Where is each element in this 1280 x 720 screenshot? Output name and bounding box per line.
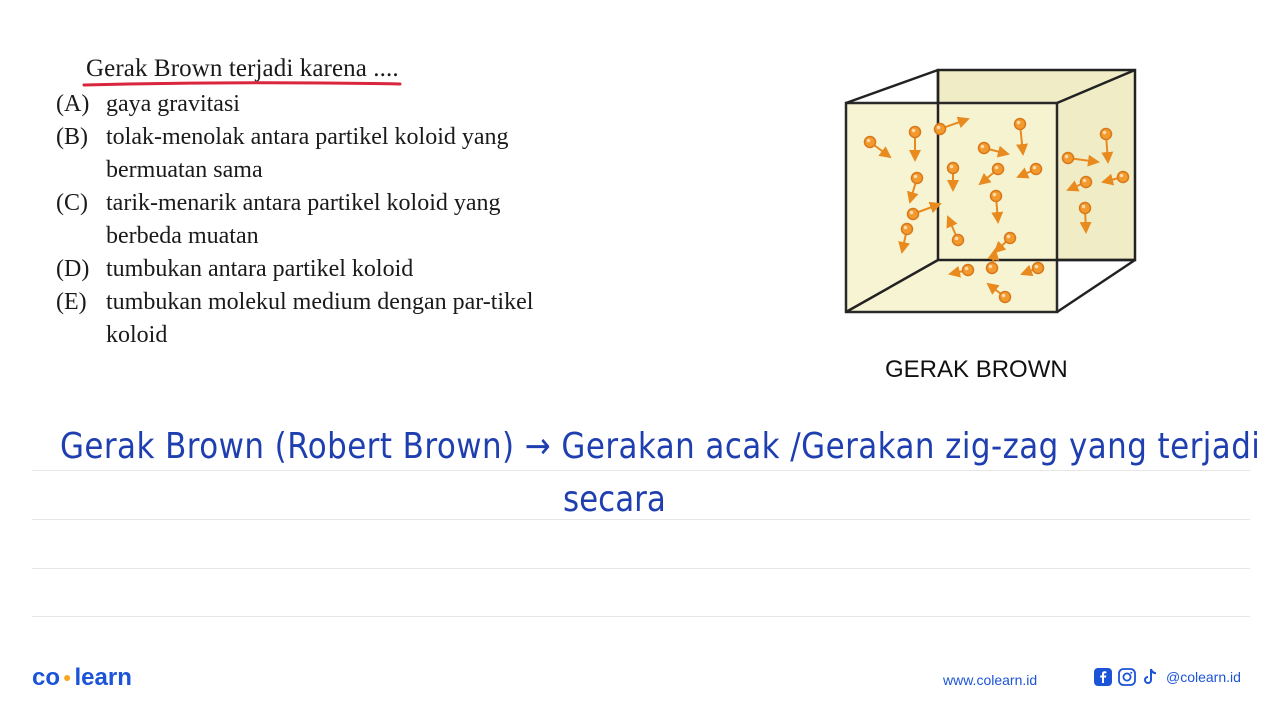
colloid-particle — [1101, 129, 1112, 140]
particle-highlight — [1083, 179, 1087, 183]
particle-highlight — [955, 237, 959, 241]
particle-highlight — [995, 166, 999, 170]
colloid-particle — [1080, 203, 1091, 214]
option-text: tumbukan molekul medium dengan par-tikel koloid — [106, 289, 534, 348]
colloid-particle — [1000, 292, 1011, 303]
colearn-logo — [32, 664, 132, 692]
particle-highlight — [1065, 155, 1069, 159]
particle-highlight — [950, 165, 954, 169]
instagram-icon[interactable] — [1118, 668, 1136, 686]
colloid-particle — [1118, 172, 1129, 183]
particle-highlight — [981, 145, 985, 149]
colloid-particle — [1005, 233, 1016, 244]
footer — [0, 650, 1280, 710]
colloid-particle — [963, 265, 974, 276]
particle-highlight — [1033, 166, 1037, 170]
option-key: (D) — [56, 256, 90, 282]
question-text: Gerak Brown terjadi karena .... — [86, 55, 399, 82]
colloid-particle — [991, 191, 1002, 202]
brownian-motion-cube — [840, 62, 1140, 318]
ruled-line — [32, 568, 1250, 569]
particle-highlight — [1120, 174, 1124, 178]
option-key: (E) — [56, 289, 87, 315]
particle-highlight — [910, 211, 914, 215]
option-text: tumbukan antara partikel koloid — [106, 256, 414, 282]
ruled-line — [32, 470, 1250, 471]
particle-highlight — [867, 139, 871, 143]
option-text: tolak-menolak antara partikel koloid yang bermuatan sama — [106, 124, 509, 183]
option-e — [56, 286, 616, 352]
colloid-particle — [1033, 263, 1044, 274]
particle-highlight — [993, 193, 997, 197]
option-key: (B) — [56, 124, 88, 150]
particle-highlight — [965, 267, 969, 271]
option-c — [56, 187, 616, 253]
handwritten-note-line-2: secara — [563, 479, 666, 520]
ruled-line — [32, 616, 1250, 617]
option-b — [56, 121, 616, 187]
colloid-particle — [979, 143, 990, 154]
colloid-particle — [865, 137, 876, 148]
colloid-particle — [1015, 119, 1026, 130]
answer-options — [56, 88, 616, 352]
handwritten-note-line-1: Gerak Brown (Robert Brown) → Gerakan acak /Gerakan zig-zag yang terjadi — [60, 426, 1261, 467]
option-d — [56, 253, 616, 286]
colloid-particle — [993, 164, 1004, 175]
particle-highlight — [912, 129, 916, 133]
particle-highlight — [989, 265, 993, 269]
colloid-particle — [912, 173, 923, 184]
particle-highlight — [1035, 265, 1039, 269]
colloid-particle — [953, 235, 964, 246]
option-key: (C) — [56, 190, 88, 216]
logo-text-learn: learn — [74, 664, 132, 691]
colloid-particle — [1063, 153, 1074, 164]
cube-front-face — [846, 103, 1057, 312]
particle-highlight — [1082, 205, 1086, 209]
logo-dot: ● — [63, 669, 72, 685]
question-block — [86, 52, 399, 85]
red-underline — [82, 80, 402, 88]
option-text: gaya gravitasi — [106, 91, 240, 117]
particle-highlight — [1017, 121, 1021, 125]
option-text: tarik-menarik antara partikel koloid yang berbeda muatan — [106, 190, 501, 249]
particle-highlight — [1103, 131, 1107, 135]
particle-highlight — [904, 226, 908, 230]
colloid-particle — [987, 263, 998, 274]
colloid-particle — [1081, 177, 1092, 188]
particle-highlight — [914, 175, 918, 179]
facebook-icon[interactable] — [1094, 668, 1112, 686]
option-a — [56, 88, 616, 121]
social-links — [1094, 668, 1241, 686]
option-key: (A) — [56, 91, 90, 117]
particle-highlight — [937, 126, 941, 130]
colloid-particle — [1031, 164, 1042, 175]
figure-caption: GERAK BROWN — [885, 356, 1068, 383]
colloid-particle — [902, 224, 913, 235]
logo-text-co: co — [32, 664, 61, 691]
particle-highlight — [1007, 235, 1011, 239]
tiktok-icon[interactable] — [1142, 668, 1158, 686]
social-handle[interactable]: @colearn.id — [1166, 669, 1241, 685]
website-link[interactable]: www.colearn.id — [943, 672, 1038, 688]
colloid-particle — [910, 127, 921, 138]
colloid-particle — [935, 124, 946, 135]
question-title — [86, 52, 399, 85]
colloid-particle — [908, 209, 919, 220]
particle-highlight — [1002, 294, 1006, 298]
colloid-particle — [948, 163, 959, 174]
